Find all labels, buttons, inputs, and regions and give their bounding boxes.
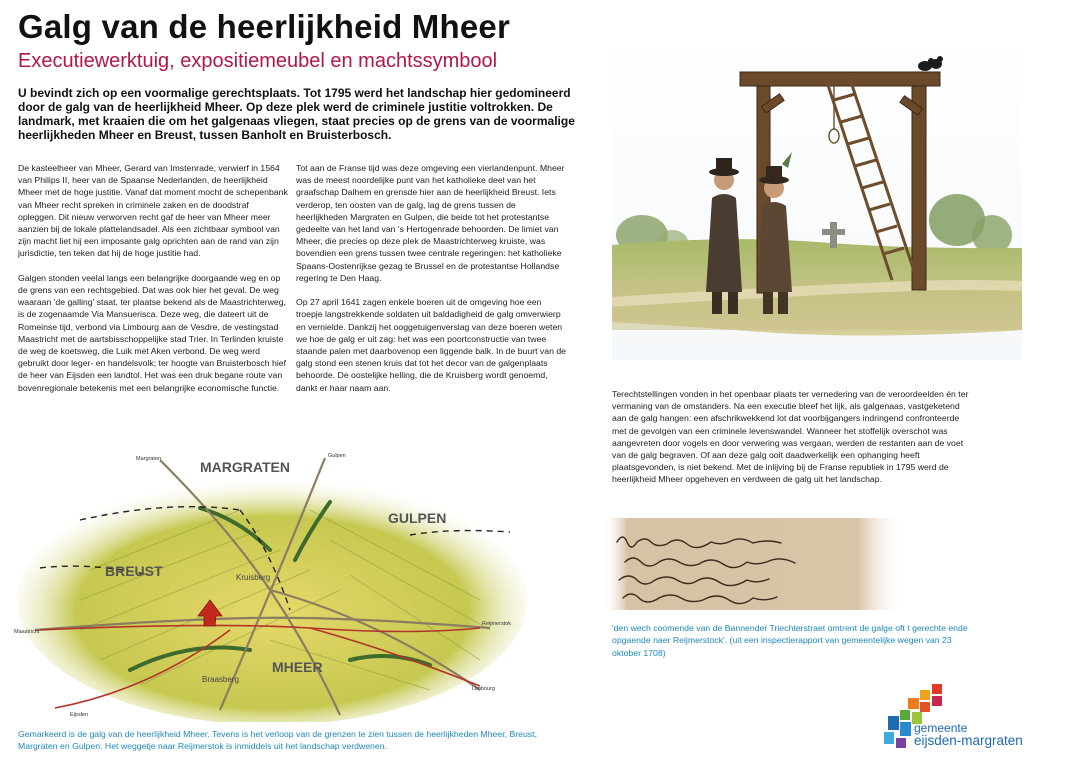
map-label-reijmerstok: Reijmerstok xyxy=(482,621,512,627)
map-label-gulpen: GULPEN xyxy=(388,510,447,526)
paragraph: Galgen stonden veelal langs een belangrijke doorgaande weg en op de grens van een rechtsgebied. Dat was ook hier het geval. De weg waaraan 'de galling' staat, ter plaatse bekend als de Maastrichterweg, is de zogenaamde Via Mansuerisca. Deze weg, die dateert uit de Romeinse tijd, verbond via Limbourg aan de Vesdre, de vestingstad Maastricht met de aartsbisschoppelijke stad Trier. In Terlinden kruiste de weg de koetsweg, die Luik met Aken verbond. De weg werd gebruikt door leger- en handelsvolk; ter hoogte van Bruisterbosch hief de heer van Eijsden een landtol. Het was een druk begane route van bovenregionale betekenis met een belangrijke economische functie. xyxy=(18,272,287,393)
map-label-margraten-small: Margraten xyxy=(136,456,162,462)
paragraph: De kasteelheer van Mheer, Gerard van Imstenrade, verwierf in 1564 van Philips II, heer van de Spaanse Nederlanden, de heerlijkheid Mheer met de hoge justitie. Vanaf dat moment mocht de schepenbank van Mheer recht spreken in criminele zaken en de doodstraf opleggen. Dit nieuw verworven recht gaf de heer van Mheer meer aanzien bij de lokale plattelandsadel. Als een zichtbaar symbool van zijn macht liet hij een imposante galg oprichten aan de rand van zijn jurisdictie, ten teken dat hij de hoge justitie had. xyxy=(18,163,288,259)
map-label-kruisberg: Kruisberg xyxy=(236,573,271,582)
intro-paragraph: U bevindt zich op een voormalige gerechtsplaats. Tot 1795 werd het landschap hier gedomineerd door de galg van de heerlijkheid Mheer. Op deze plek werd de criminele justitie voltrokken. De landmark, met kraaien die om het galgenaas vliegen, staat precies op de grens van de voormalige heerlijkheden Mheer en Breust, tussen Banholt en Bruisterbosch. xyxy=(18,86,575,142)
map-label-maastricht: Maastricht xyxy=(14,629,40,635)
map-label-limbourg: Limbourg xyxy=(472,686,495,692)
logo-line-2: eijsden-margraten xyxy=(914,732,1023,748)
paragraph: Op 27 april 1641 zagen enkele boeren uit de omgeving hoe een troepje langstrekkende soldaten uit baldadigheid de galg omverwierp en vernielde. Dankzij het ooggetuigenverslag van deze boeren weten we hoe de galg er uit zag: het was een poortconstructie van twee staande palen met daarbovenop een liggende balk. In de buurt van de galg stond een stenen kruis dat tot het decor van de galgenplaats behoorde. De oostelijke helling, die de Kruisberg wordt genoemd, dankt er haar naam aan. xyxy=(296,297,566,393)
map-label-braasberg: Braasberg xyxy=(202,675,239,684)
map-label-margraten: MARGRATEN xyxy=(200,459,290,475)
map-label-breust: BREUST xyxy=(105,563,163,579)
gallows-illustration xyxy=(612,30,1022,360)
paragraph: Tot aan de Franse tijd was deze omgeving een vierlandenpunt. Mheer was de meest noordelijke punt van het katholieke deel van het graafschap Dalhem en grensde hier aan de heerlijkheid Breust. Iets verderop, ten oosten van de galg, lag de grens tussen de heerlijkheden Margraten en Gulpen, die beide tot het protestantse gedeelte van het land van 's Hertogenrade behoorden. De limiet van Mheer, die precies op deze plek de Maastrichterweg kruiste, was bovendien een grens tussen twee centrale regeringen: het katholieke Spaans-Oostenrijkse gezag te Brussel en de protestantse Hollandse regering te Den Haag. xyxy=(296,163,565,283)
handwritten-document xyxy=(603,518,903,610)
page-subtitle: Executiewerktuig, expositiemeubel en machtssymbool xyxy=(18,50,498,72)
logo-wordmark xyxy=(914,722,1023,747)
map-caption: Gemarkeerd is de galg van de heerlijkheid Mheer. Tevens is het verloop van de grenzen te zien tussen de heerlijkheden Mheer, Breust, Margraten en Gulpen. Het weggetje naar Reijmerstok is inmiddels uit het landschap verdwenen. xyxy=(18,729,537,752)
executions-paragraph: Terechtstellingen vonden in het openbaar plaats ter vernedering van de veroordeelden én ter vermaning van de omstanders. Na een executie bleef het lijk, als galgenaas, vastgeketend aan de galg hangen: een afschrikwekkend lot dat voorbijgangers indringend confronteerde met de gevolgen van een criminele levenswandel. Wanneer het stoffelijk overschot was aangevreten door vogels en door verwering was vergaan, werden de restanten aan de voet van de galg begraven. Of aan deze galg ooit daadwerkelijk een ophanging heeft plaatsgevonden, is niet bekend. Met de inlijving bij de Franse republiek in 1795 werd de heerlijkheid Mheer opgeheven en verdween de galg uit het landschap. xyxy=(612,389,969,485)
map-label-gulpen-small: Gulpen xyxy=(328,453,346,459)
text-column-middle xyxy=(296,162,566,406)
document-caption: 'den wech coomende van de Bannender Triechterstraet omtrent de galge oft t gerechte ende opgaende naer Reijmerstock'. (uit een inspectierapport van gemeentelijke wegen van 23 oktober 1708) xyxy=(612,623,968,658)
map-label-eijsden: Eijsden xyxy=(70,712,89,718)
boundary-map xyxy=(10,450,530,722)
text-column-left xyxy=(18,162,288,406)
logo-line-1: gemeente xyxy=(914,721,968,735)
page-title: Galg van de heerlijkheid Mheer xyxy=(18,8,510,45)
map-label-mheer: MHEER xyxy=(272,659,323,675)
